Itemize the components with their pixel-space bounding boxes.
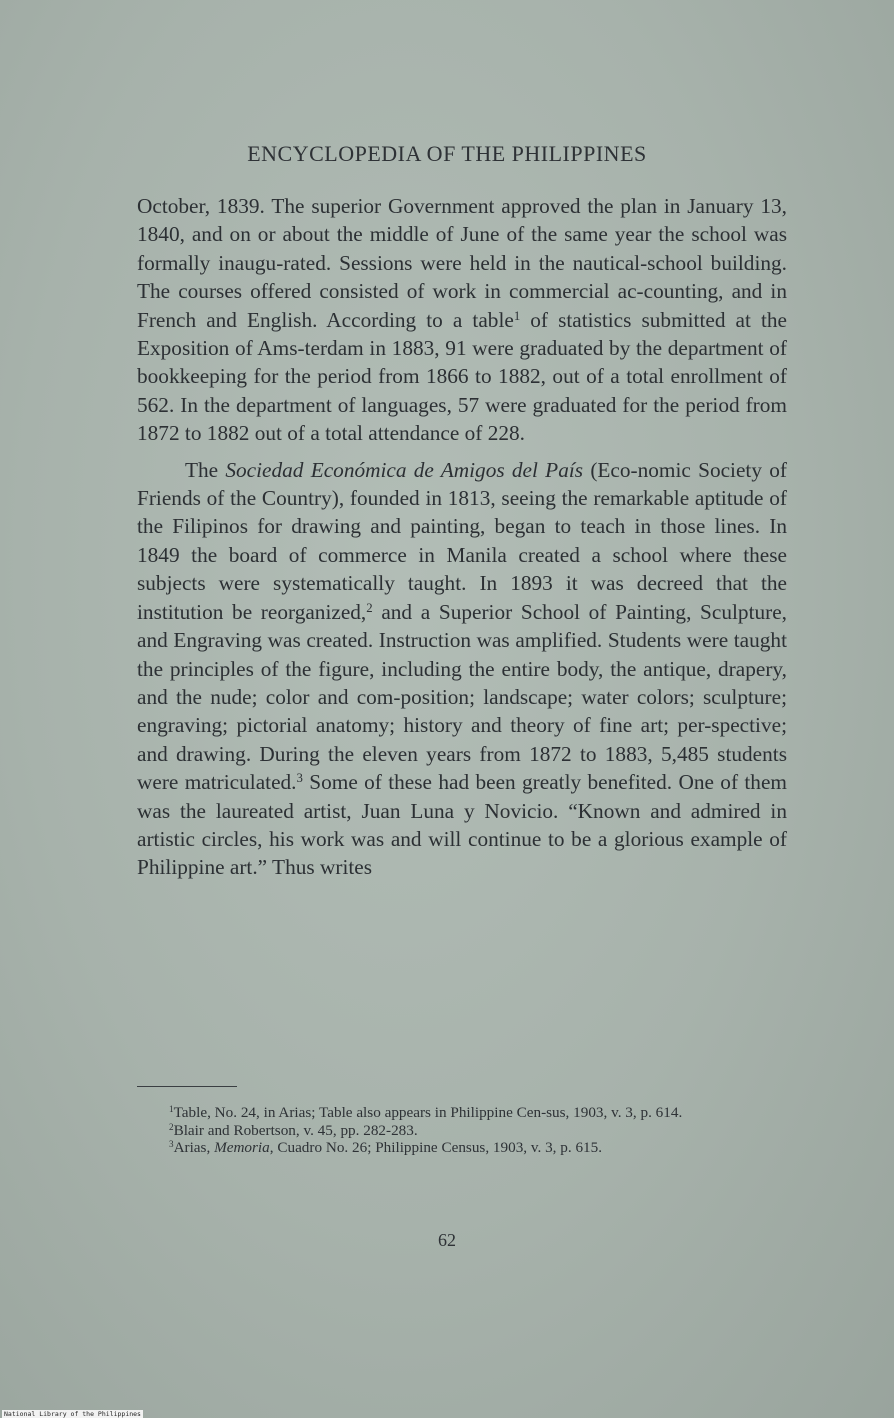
footnote-ref-3: 3 (296, 771, 303, 786)
paragraph-1 (137, 192, 787, 448)
footnote-2 (137, 1122, 787, 1140)
paragraph-2-text-c: Some of these had been greatly benefited. One of them was the laureated artist, Juan Luna y Novicio. “Known and admired in artistic circles, his work was and will continue to be a glorious example of Philippine art.” Thus writes (137, 770, 787, 880)
footnote-2-number: 2 (169, 1121, 174, 1132)
paragraph-2-start: The (185, 457, 226, 482)
paragraph-2-text-a: (Eco-nomic Society of Friends of the Country), founded in 1813, seeing the remarkable aptitude of the Filipinos for drawing and painting, began to teach in those lines. In 1849 the board of commerce in Manila created a school where these subjects were systematically taught. In 1893 it was decreed that the institution be reorganized, (137, 457, 787, 624)
footnote-1-text: Table, No. 24, in Arias; Table also appears in Philippine Cen-sus, 1903, v. 3, p. 614. (173, 1104, 683, 1121)
footnote-divider (137, 1086, 237, 1087)
society-name: Sociedad Económica de Amigos del País (225, 457, 584, 482)
footnote-3-text-pre: Arias, (173, 1139, 215, 1157)
footnotes (137, 1104, 787, 1157)
main-text (137, 192, 787, 882)
footnote-ref-1: 1 (513, 308, 521, 323)
library-watermark: National Library of the Philippines (4, 1410, 141, 1418)
paragraph-1-word-table: table (472, 307, 514, 332)
running-head: ENCYCLOPEDIA OF THE PHILIPPINES (247, 141, 647, 166)
footnote-3-title: Memoria (214, 1139, 270, 1157)
footnote-3 (137, 1139, 787, 1157)
page-number: 62 (438, 1230, 456, 1250)
footnote-3-text-post: , Cuadro No. 26; Philippine Census, 1903, v. 3, p. 615. (269, 1139, 603, 1157)
footnote-1-number: 1 (169, 1103, 174, 1114)
paragraph-1-text: October, 1839. The superior Government approved the plan in January 13, 1840, and on or about the middle of June of the same year the school was formally inaugu-rated. Sessions were held in the nautical-school building. The courses offered consisted of work in commercial ac-counting, and in French and English. According to a (137, 194, 787, 332)
footnote-3-number: 3 (169, 1139, 174, 1150)
footnote-ref-2: 2 (366, 600, 373, 615)
footnote-2-text: Blair and Robertson, v. 45, pp. 282-283. (173, 1121, 418, 1139)
paragraph-2-text-b: and a Superior School of Painting, Sculpture, and Engraving was created. Instruction was amplified. Students were taught the principles of the figure, including the entire body, the antique, drapery, and the nude; color and com-position; landscape; water colors; sculpture; engraving; pictorial anatomy; history and theory of fine art; per-spective; and drawing. During the eleven years from 1872 to 1883, 5,485 students were matriculated. (137, 599, 788, 795)
footnote-1 (137, 1104, 787, 1122)
paragraph-1-text-rest: of statistics submitted at the Exposition of Ams-terdam in 1883, 91 were graduated by the department of bookkeeping for the period from 1866 to 1882, out of a total enrollment of 562. In the department of languages, 57 were graduated for the period from 1872 to 1882 out of a total attendance of 228. (137, 307, 788, 446)
paragraph-2 (137, 456, 787, 882)
